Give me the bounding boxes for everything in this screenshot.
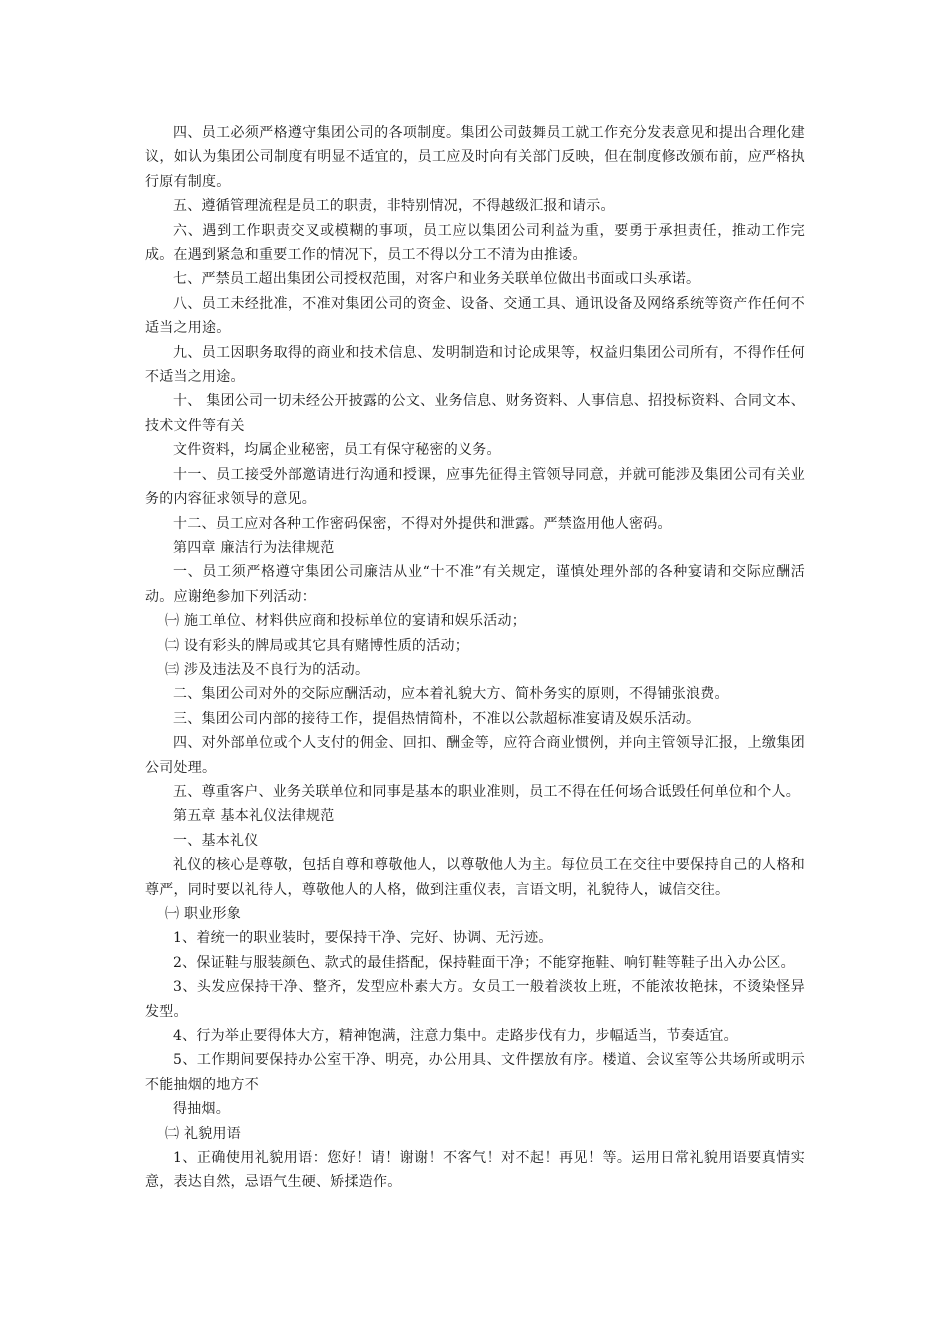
paragraph: 3、头发应保持干净、整齐，发型应朴素大方。女员工一般着淡妆上班，不能浓妆艳抹，不烫染怪异发型。 xyxy=(145,979,805,1020)
paragraph: 一、员工须严格遵守集团公司廉洁从业“十不准”有关规定，谨慎处理外部的各种宴请和交际应酬活动。应谢绝参加下列活动： xyxy=(145,564,805,605)
paragraph: 四、对外部单位或个人支付的佣金、回扣、酬金等，应符合商业惯例，并向主管领导汇报，上缴集团公司处理。 xyxy=(145,735,805,776)
paragraph: 1、正确使用礼貌用语：您好！请！谢谢！不客气！对不起！再见！等。运用日常礼貌用语要真情实意，表达自然，忌语气生硬、矫揉造作。 xyxy=(145,1150,805,1191)
paragraph: 九、员工因职务取得的商业和技术信息、发明制造和讨论成果等，权益归集团公司所有，不得作任何不适当之用途。 xyxy=(145,344,805,386)
paragraph: 十一、员工接受外部邀请进行沟通和授课，应事先征得主管领导同意，并就可能涉及集团公司有关业务的内容征求领导的意见。 xyxy=(145,466,805,508)
paragraph: 1、着统一的职业装时，要保持干净、完好、协调、无污迹。 xyxy=(173,930,553,947)
paragraph: ㈢ 涉及违法及不良行为的活动。 xyxy=(165,661,370,678)
paragraph: 二、集团公司对外的交际应酬活动，应本着礼貌大方、简朴务实的原则，不得铺张浪费。 xyxy=(173,686,729,703)
paragraph: 四、员工必须严格遵守集团公司的各项制度。集团公司鼓舞员工就工作充分发表意见和提出合理化建议，如认为集团公司制度有明显不适宜的，员工应及时向有关部门反映，但在制度修改颁布前，应严格执行原有制度。 xyxy=(145,125,805,190)
paragraph: 4、行为举止要得体大方，精神饱满，注意力集中。走路步伐有力，步幅适当，节奏适宜。 xyxy=(173,1028,738,1045)
paragraph: 五、尊重客户、业务关联单位和同事是基本的职业准则，员工不得在任何场合诋毁任何单位和个人。 xyxy=(173,783,800,800)
paragraph: ㈡ 设有彩头的牌局或其它具有赌博性质的活动； xyxy=(165,637,469,654)
paragraph: 八、员工未经批准，不准对集团公司的资金、设备、交通工具、通讯设备及网络系统等资产作任何不适当之用途。 xyxy=(145,295,805,337)
paragraph: 礼仪的核心是尊敬，包括自尊和尊敬他人，以尊敬他人为主。每位员工在交往中要保持自己的人格和尊严，同时要以礼待人，尊敬他人的人格，做到注重仪表，言语文明，礼貌待人，诚信交往。 xyxy=(145,857,805,898)
paragraph: 六、遇到工作职责交叉或模糊的事项，员工应以集团公司利益为重，要勇于承担责任，推动工作完成。在遇到紧急和重要工作的情况下，员工不得以分工不清为由推诿。 xyxy=(145,222,805,264)
paragraph: 三、集团公司内部的接待工作，提倡热情简朴，不准以公款超标准宴请及娱乐活动。 xyxy=(173,710,701,727)
paragraph: 第四章 廉洁行为法律规范 xyxy=(173,539,335,556)
paragraph: 五、遵循管理流程是员工的职责，非特别情况，不得越级汇报和请示。 xyxy=(173,198,615,215)
paragraph: 5、工作期间要保持办公室干净、明亮，办公用具、文件摆放有序。楼道、会议室等公共场所或明示不能抽烟的地方不 xyxy=(145,1052,805,1093)
paragraph: ㈠ 施工单位、材料供应商和投标单位的宴请和娱乐活动； xyxy=(165,613,526,630)
paragraph: ㈠ 职业形象 xyxy=(165,906,241,922)
paragraph: 十二、员工应对各种工作密码保密，不得对外提供和泄露。严禁盗用他人密码。 xyxy=(173,515,672,532)
paragraph: 一、基本礼仪 xyxy=(173,832,259,849)
paragraph: 2、保证鞋与服装颜色、款式的最佳搭配，保持鞋面干净；不能穿拖鞋、响钉鞋等鞋子出入办公区。 xyxy=(173,954,795,971)
paragraph: 文件资料，均属企业秘密，员工有保守秘密的义务。 xyxy=(173,442,501,459)
paragraph: 得抽烟。 xyxy=(173,1101,230,1118)
paragraph: ㈡ 礼貌用语 xyxy=(165,1125,241,1142)
paragraph: 七、严禁员工超出集团公司授权范围，对客户和业务关联单位做出书面或口头承诺。 xyxy=(173,271,701,288)
paragraph: 十、 集团公司一切未经公开披露的公文、业务信息、财务资料、人事信息、招投标资料、合同文本、技术文件等有关 xyxy=(145,393,805,434)
document-body xyxy=(145,121,805,1195)
paragraph: 第五章 基本礼仪法律规范 xyxy=(173,808,335,825)
